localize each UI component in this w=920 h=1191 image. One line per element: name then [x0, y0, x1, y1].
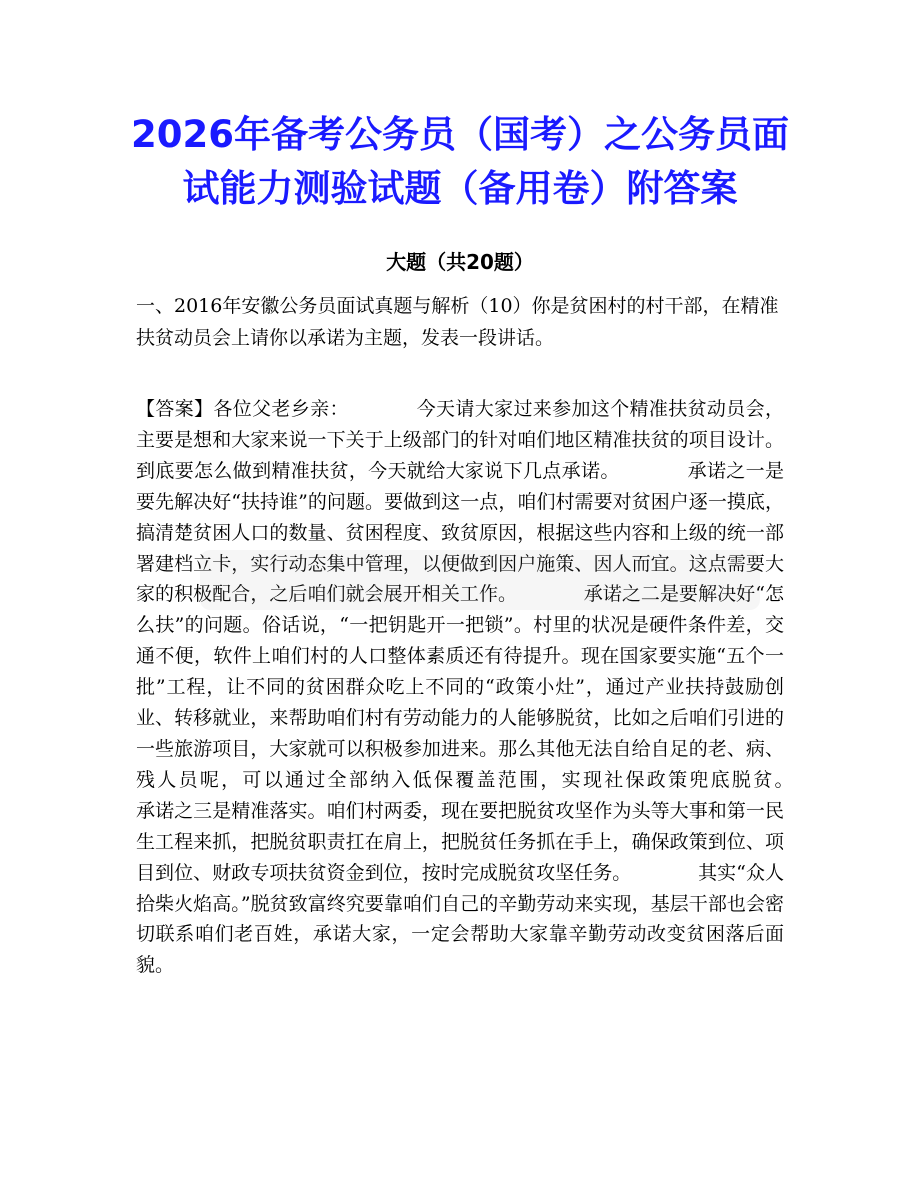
answer-block — [136, 394, 861, 981]
answer-label: 【答案】 — [136, 398, 214, 420]
section-heading: 大题（共20题） — [386, 250, 534, 274]
question-text: 一、2016年安徽公务员面试真题与解析（10）你是贫困村的村干部，在精准扶贫动员会上请你以承诺为主题，发表一段讲话。 — [136, 295, 779, 349]
document-title: 2026年备考公务员（国考）之公务员面试能力测验试题（备用卷）附答案 — [131, 113, 789, 210]
answer-text: 各位父老乡亲： 今天请大家过来参加这个精准扶贫动员会，主要是想和大家来说一下关于上级部门的针对咱们地区精准扶贫的项目设计。到底要怎么做到精准扶贫，今天就给大家说下几点承诺。 承诺之一是要先解决好“扶持谁”的问题。要做到这一点，咱们村需要对贫困户逐一摸底，搞清楚贫困人口的数量、贫困程度、致贫原因，根据这些内容和上级的统一部署建档立卡，实行动态集中管理，以便做到因户施策、因人而宜。这点需要大家的积极配合，之后咱们就会展开相关工作。 承诺之二是要解决好“怎么扶”的问题。俗话说，“一把钥匙开一把锁”。村里的状况是硬件条件差，交通不便，软件上咱们村的人口整体素质还有待提升。现在国家要实施“五个一批”工程，让不同的贫困群众吃上不同的“政策小灶”，通过产业扶持鼓励创业、转移就业，来帮助咱们村有劳动能力的人能够脱贫，比如之后咱们引进的一些旅游项目，大家就可以积极参加进来。那么其他无法自给自足的老、病、残人员呢，可以通过全部纳入低保覆盖范围，实现社保政策兜底脱贫。 承诺之三是精准落实。咱们村两委，现在要把脱贫攻坚作为头等大事和第一民生工程来抓，把脱贫职责扛在肩上，把脱贫任务抓在手上，确保政策到位、项目到位、财政专项扶贫资金到位，按时完成脱贫攻坚任务。 其实“众人拾柴火焰高。”脱贫致富终究要靠咱们自己的辛勤劳动来实现，基层干部也会密切联系咱们老百姓，承诺大家，一定会帮助大家靠辛勤劳动改变贫困落后面貌。 — [136, 398, 861, 977]
